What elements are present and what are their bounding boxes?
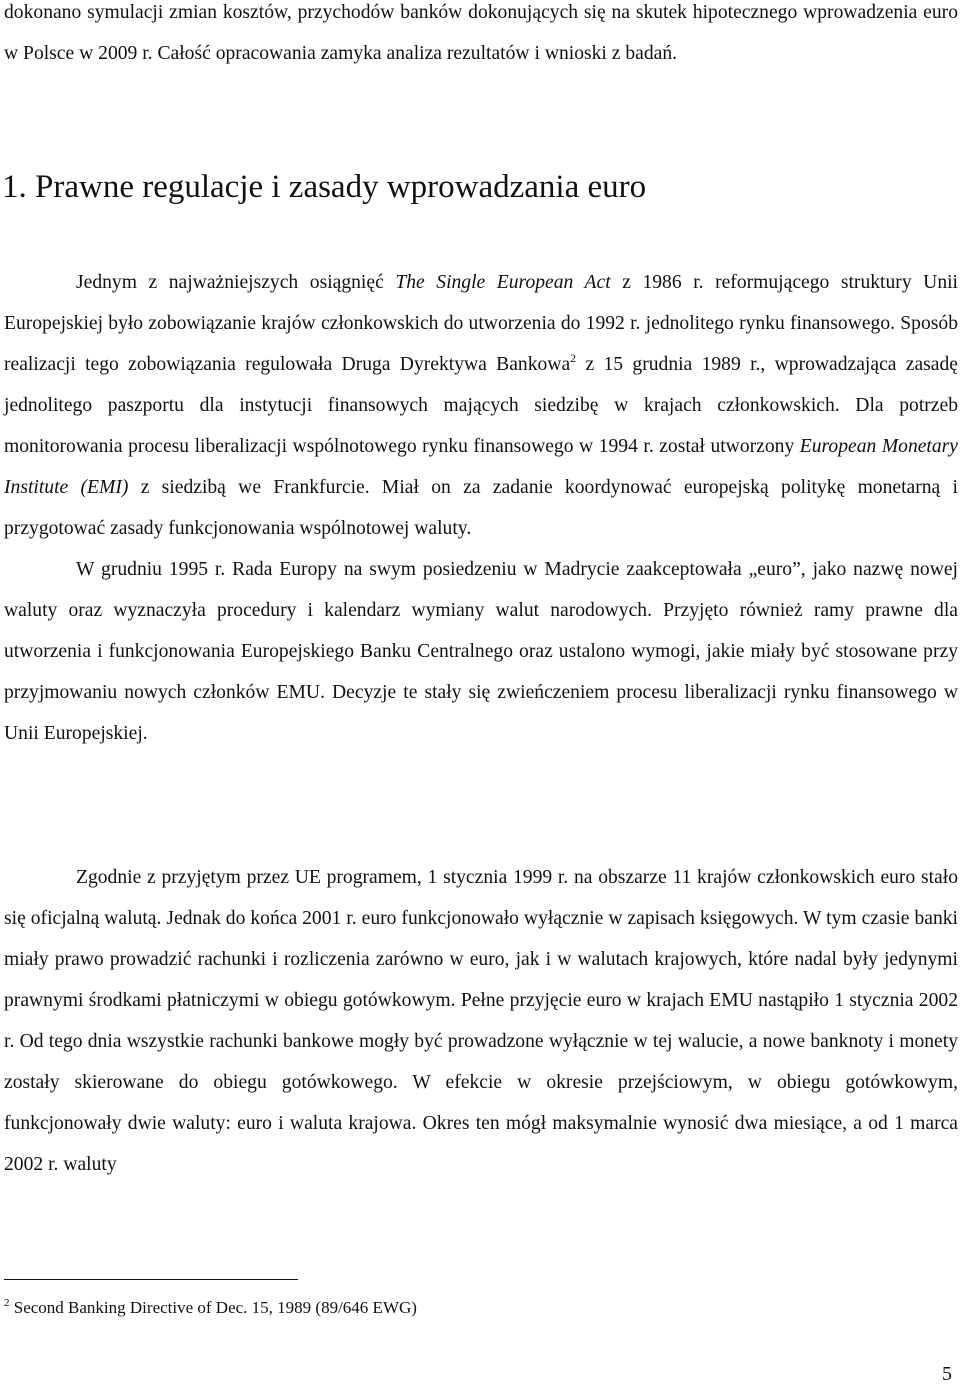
- emi-name: European Monetary Institute (EMI): [4, 436, 958, 498]
- footnote-reference: 2: [570, 351, 577, 365]
- paragraph-euro-introduction: Zgodnie z przyjętym przez UE programem, 1 stycznia 1999 r. na obszarze 11 krajów członkowskich euro stało się oficjalną walutą. Jednak do końca 2001 r. euro funkcjonowało wyłącznie w zapisach księgowych. W tym czasie banki miały prawo prowadzić rachunki i rozliczenia zarówno w euro, jak i w walutach krajowych, które nadal były jedynymi prawnymi środkami płatniczymi w obiegu gotówkowym. Pełne przyjęcie euro w krajach EMU nastąpiło 1 stycznia 2002 r. Od tego dnia wszystkie rachunki bankowe mogły być prowadzone wyłącznie w tej walucie, a nowe banknoty i monety zostały skierowane do obiegu gotówkowego. W efekcie w okresie przejściowym, w obiegu gotówkowym, funkcjonowały dwie waluty: euro i waluta krajowa. Okres ten mógł maksymalnie wynosić dwa miesiące, a od 1 marca 2002 r. waluty: [4, 867, 958, 1175]
- footnote-number: 2: [4, 1297, 10, 1309]
- section-heading: 1. Prawne regulacje i zasady wprowadzania euro: [2, 169, 647, 205]
- p1-text-middle: z 1986 r. reformującego struktury Unii Europejskiej było zobowiązanie krajów członkowskich do utworzenia do 1992 r. jednolitego rynku finansowego. Sposób realizacji tego zobowiązania regulowała Druga Dyrektywa Bankowa: [4, 272, 958, 375]
- body-continued: [4, 857, 958, 1185]
- p1-text-start: Jednym z najważniejszych osiągnięć: [76, 272, 396, 293]
- main-body: [4, 262, 958, 754]
- footnote-text: Second Banking Directive of Dec. 15, 1989 (89/646 EWG): [9, 1298, 417, 1317]
- footnote: [4, 1296, 417, 1320]
- paragraph-madrid-council: W grudniu 1995 r. Rada Europy na swym posiedzeniu w Madrycie zaakceptowała „euro”, jako nazwę nowej waluty oraz wyznaczyła procedury i kalendarz wymiany walut narodowych. Przyjęto również ramy prawne dla utworzenia i funkcjonowania Europejskiego Banku Centralnego oraz ustalono wymogi, jakie miały być stosowane przy przyjmowaniu nowych członków EMU. Decyzje te stały się zwieńczeniem procesu liberalizacji rynku finansowego w Unii Europejskiej.: [4, 559, 958, 744]
- footnote-separator: [4, 1279, 298, 1280]
- intro-paragraph: dokonano symulacji zmian kosztów, przychodów banków dokonujących się na skutek hipotecznego wprowadzenia euro w Polsce w 2009 r. Całość opracowania zamyka analiza rezultatów i wnioski z badań.: [4, 2, 958, 64]
- p1-text-end: z siedzibą we Frankfurcie. Miał on za zadanie koordynować europejską politykę monetarną i przygotować zasady funkcjonowania wspólnotowej waluty.: [4, 477, 958, 539]
- page-number: 5: [942, 1363, 952, 1385]
- single-european-act-title: The Single European Act: [395, 272, 611, 293]
- paragraph-single-european-act: [4, 262, 958, 549]
- p1-text-after-ref: z 15 grudnia 1989 r., wprowadzająca zasadę jednolitego paszportu dla instytucji finansowych mających siedzibę w krajach członkowskich. Dla potrzeb monitorowania procesu liberalizacji wspólnotowego rynku finansowego w 1994 r. został utworzony: [4, 354, 958, 457]
